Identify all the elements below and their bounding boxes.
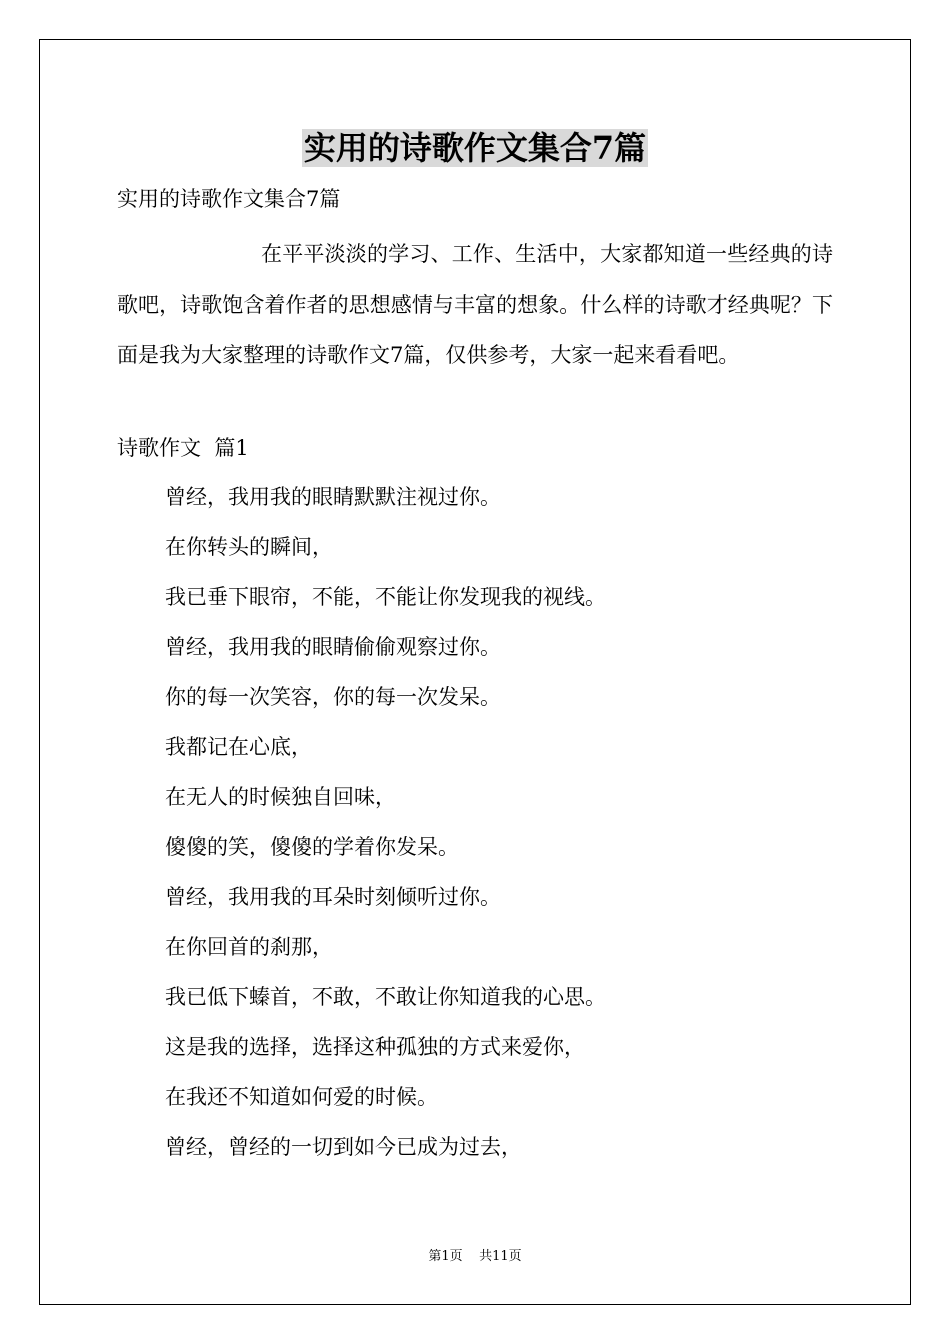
document-title <box>0 124 950 172</box>
poem-line: 我已垂下眼帘，不能，不能让你发现我的视线。 <box>165 585 606 609</box>
poem-line: 在无人的时候独自回味， <box>165 785 396 809</box>
poem-line: 曾经，我用我的眼睛偷偷观察过你。 <box>165 635 501 659</box>
poem-line: 你的每一次笑容，你的每一次发呆。 <box>165 685 501 709</box>
document-subtitle: 实用的诗歌作文集合7篇 <box>117 187 341 211</box>
intro-paragraph: 在平平淡淡的学习、工作、生活中，大家都知道一些经典的诗歌吧，诗歌饱含着作者的思想感情与丰富的想象。什么样的诗歌才经典呢？下面是我为大家整理的诗歌作文7篇，仅供参考，大家一起来看看吧。 <box>117 242 833 367</box>
poem-line: 这是我的选择，选择这种孤独的方式来爱你， <box>165 1035 585 1059</box>
poem-line: 曾经，我用我的眼睛默默注视过你。 <box>165 485 501 509</box>
document-title-text: 实用的诗歌作文集合7篇 <box>303 129 647 167</box>
poem-line: 曾经，曾经的一切到如今已成为过去， <box>165 1135 522 1159</box>
poem-line: 傻傻的笑，傻傻的学着你发呆。 <box>165 835 459 859</box>
poem-line: 在你回首的刹那， <box>165 935 333 959</box>
section-heading: 诗歌作文 篇1 <box>117 436 249 460</box>
poem-line: 我都记在心底， <box>165 735 312 759</box>
poem-line: 在我还不知道如何爱的时候。 <box>165 1085 438 1109</box>
poem-line: 曾经，我用我的耳朵时刻倾听过你。 <box>165 885 501 909</box>
poem-line: 我已低下螓首，不敢，不敢让你知道我的心思。 <box>165 985 606 1009</box>
poem-line: 在你转头的瞬间， <box>165 535 333 559</box>
poem-lines <box>165 480 606 1180</box>
page-footer: 第1页 共11页 <box>428 1249 522 1264</box>
